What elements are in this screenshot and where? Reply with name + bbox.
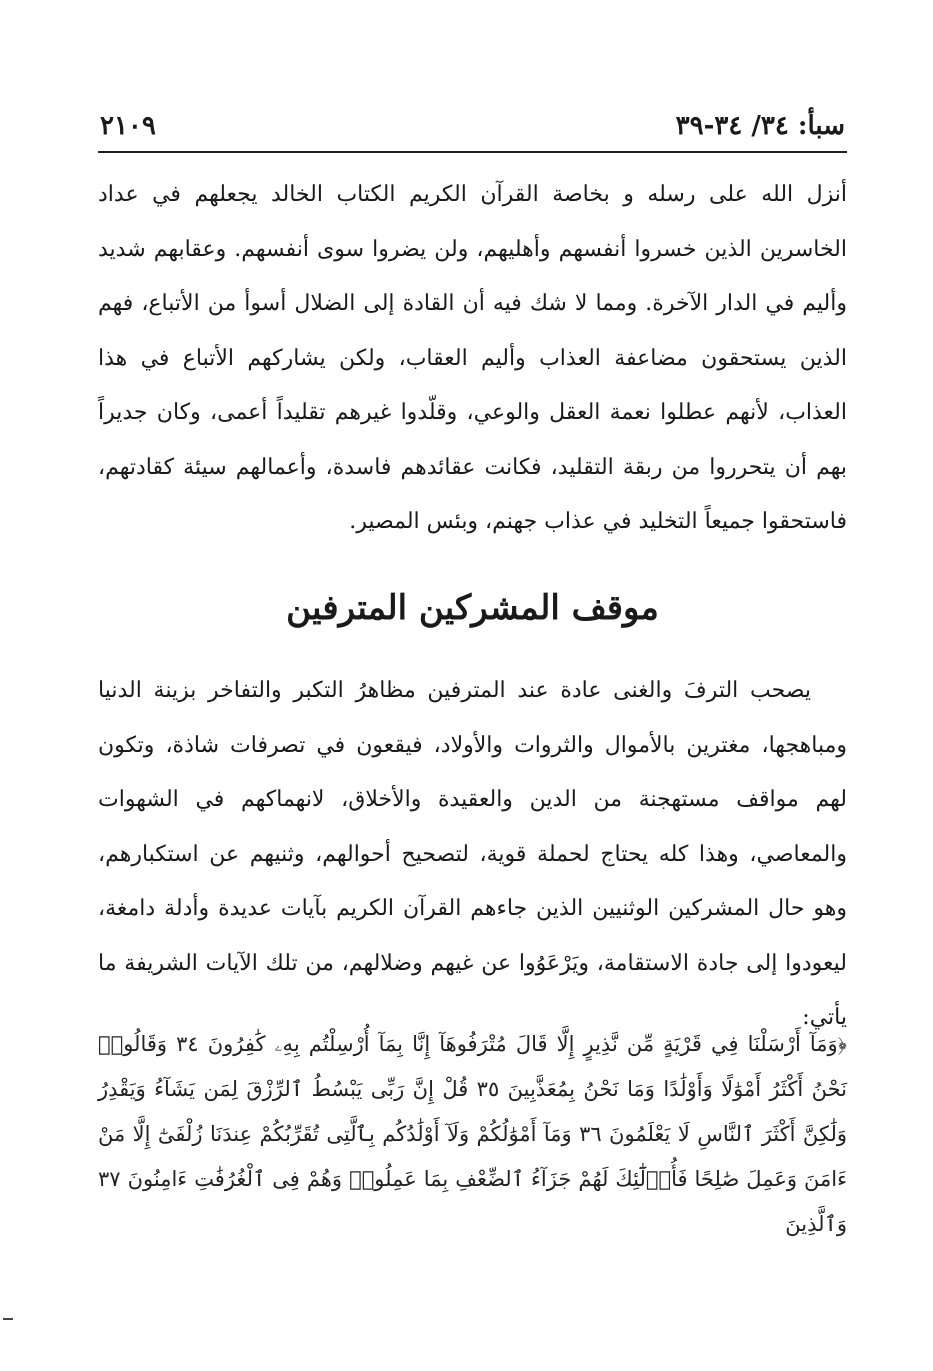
quran-verses: ﴿وَمَآ أَرْسَلْنَا فِي قَرْيَةٍ مِّن نَّذِيرٍ إِلَّا قَالَ مُتْرَفُوهَآ إِنَّا بِمَآ أُرْسِلْتُم بِهِۦ كَٰفِرُونَ ٣٤ وَقَالُوا۟ نَحْنُ أَكْثَرُ أَمْوَٰلًا وَأَوْلَٰدًا وَمَا نَحْنُ بِمُعَذَّبِينَ ٣٥ قُلْ إِنَّ رَبِّى يَبْسُطُ ٱلرِّزْقَ لِمَن يَشَآءُ وَيَقْدِرُ وَلَٰكِنَّ أَكْثَرَ ٱلنَّاسِ لَا يَعْلَمُونَ ٣٦ وَمَآ أَمْوَٰلُكُمْ وَلَآ أَوْلَٰدُكُم بِٱلَّتِى تُقَرِّبُكُمْ عِندَنَا زُلْفَىٰٓ إِلَّا مَنْ ءَامَنَ وَعَمِلَ صَٰلِحًا فَأُو۟لَٰٓئِكَ لَهُمْ جَزَآءُ ٱلضِّعْفِ بِمَا عَمِلُوا۟ وَهُمْ فِى ٱلْغُرُفَٰتِ ءَامِنُونَ ٣٧ وَٱلَّذِينَ: [98, 1032, 847, 1236]
margin-mark: [3, 1318, 13, 1320]
surah-reference: سبأ: ٣٤/ ٣٤-٣٩: [675, 111, 845, 141]
paragraph-commentary-end: أنزل الله على رسله و بخاصة القرآن الكريم الكتاب الخالد يجعلهم في عداد الخاسرين الذين خسروا أنفسهم وأهليهم، ولن يضروا سوى أنفسهم. وعقابهم شديد وأليم في الدار الآخرة. ومما لا شك فيه أن القادة إلى الضلال أسوأ من الأتباع، فهم الذين يستحقون مضاعفة العذاب وأليم العقاب، ولكن يشاركهم الأتباع في هذا العذاب، لأنهم عطلوا نعمة العقل والوعي، وقلّدوا غيرهم تقليداً أعمى، وكان جديراً بهم أن يتحرروا من ربقة التقليد، فكانت عقائدهم فاسدة، وأعمالهم سيئة كقادتهم، فاستحقوا جميعاً التخليد في عذاب جهنم، وبئس المصير.: [98, 182, 848, 534]
running-header: [100, 108, 845, 148]
page-number: ٢١٠٩: [100, 111, 156, 141]
header-divider: [98, 151, 847, 153]
paragraph-section-intro: يصحب الترفَ والغنى عادة عند المترفين مظاهرُ التكبر والتفاخر بزينة الدنيا ومباهجها، مغترين بالأموال والثروات والأولاد، فيقعون في تصرفات شاذة، وتكون لهم مواقف مستهجنة من الدين والعقيدة والأخلاق، لانهماكهم في الشهوات والمعاصي، وهذا كله يحتاج لحملة قوية، لتصحيح أحوالهم، وثنيهم عن استكبارهم، وهو حال المشركين الوثنيين الذين جاءهم القرآن الكريم بآيات عديدة وأدلة دامغة، ليعودوا إلى جادة الاستقامة، ويَرْعَوُوا عن غيهم وضلالهم، من تلك الآيات الشريفة ما يأتي:: [98, 678, 847, 1030]
section-title: موقف المشركين المترفين: [286, 588, 659, 628]
